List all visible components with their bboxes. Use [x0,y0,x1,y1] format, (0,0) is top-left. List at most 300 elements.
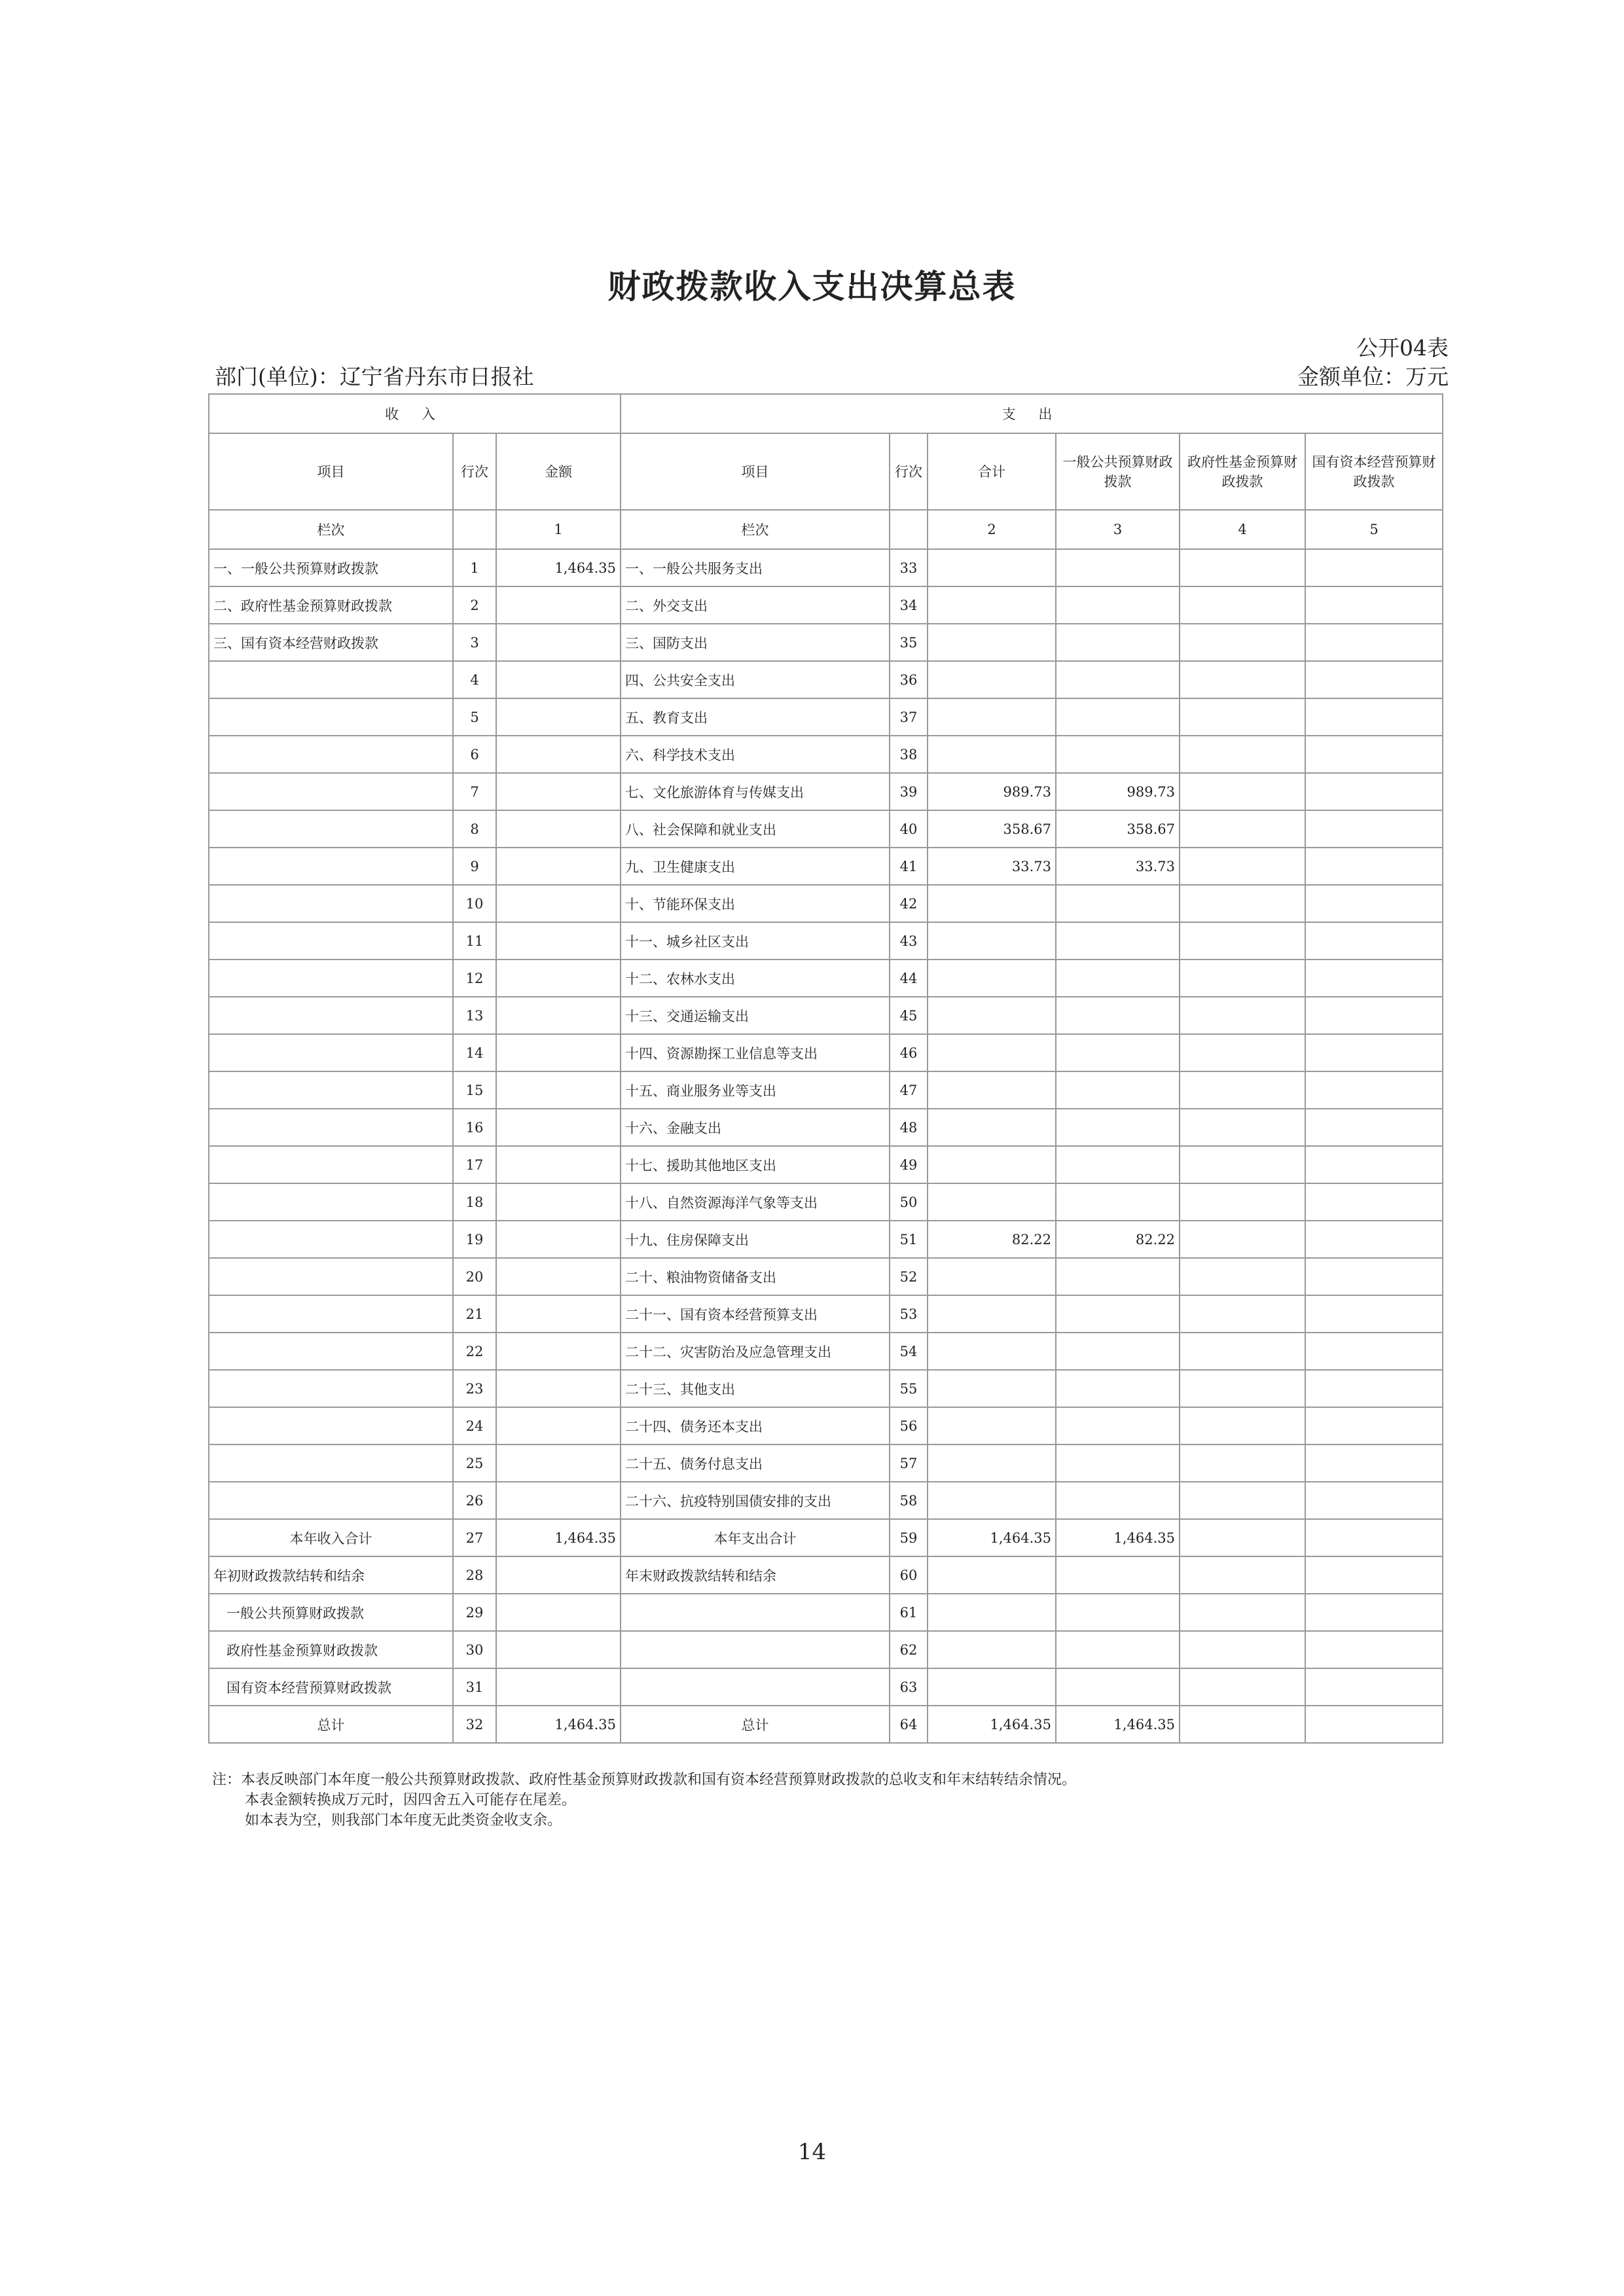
expense-rowno-cell: 42 [890,885,928,922]
gov-fund-cell [1180,1594,1305,1631]
state-capital-cell [1305,1146,1443,1183]
total-cell: 358.67 [928,810,1056,848]
expense-rowno-header: 行次 [890,433,928,510]
total-cell [928,1668,1056,1706]
income-amount-cell [496,661,621,698]
expense-rowno-cell: 60 [890,1556,928,1594]
expense-item-cell: 二十一、国有资本经营预算支出 [621,1295,890,1333]
page-number: 14 [797,2139,827,2165]
expense-rowno-cell: 33 [890,549,928,586]
expense-rowno-cell: 51 [890,1221,928,1258]
gov-fund-cell [1180,549,1305,586]
income-item-cell [209,773,453,810]
expense-item-cell: 年末财政拨款结转和结余 [621,1556,890,1594]
general-budget-cell [1056,661,1180,698]
income-rowno-cell: 28 [453,1556,496,1594]
gov-fund-cell [1180,1668,1305,1706]
income-item-cell [209,1295,453,1333]
expense-item-cell: 十三、交通运输支出 [621,997,890,1034]
budget-table [208,393,1443,1744]
general-budget-cell [1056,1370,1180,1407]
income-item-cell: 一般公共预算财政拨款 [209,1594,453,1631]
income-amount-cell [496,848,621,885]
income-rowno-cell: 4 [453,661,496,698]
state-capital-cell [1305,1370,1443,1407]
total-cell: 1,464.35 [928,1706,1056,1743]
state-capital-cell [1305,1295,1443,1333]
income-amount-cell [496,698,621,736]
total-cell [928,1594,1056,1631]
table-row [209,1668,1443,1706]
expense-item-cell: 二十四、债务还本支出 [621,1407,890,1444]
income-amount-cell [496,736,621,773]
income-amount-cell: 1,464.35 [496,1706,621,1743]
general-budget-cell: 1,464.35 [1056,1519,1180,1556]
general-budget-cell: 989.73 [1056,773,1180,810]
expense-item-cell: 总计 [621,1706,890,1743]
general-budget-cell [1056,1482,1180,1519]
total-cell [928,1407,1056,1444]
expense-item-header: 项目 [621,433,890,510]
total-cell [928,960,1056,997]
gov-fund-cell [1180,698,1305,736]
table-row [209,1109,1443,1146]
page-title: 财政拨款收入支出决算总表 [607,268,1017,306]
expense-item-cell: 五、教育支出 [621,698,890,736]
income-rowno-cell: 11 [453,922,496,960]
expense-rowno-cell: 64 [890,1706,928,1743]
expense-item-cell: 二十五、债务付息支出 [621,1444,890,1482]
total-cell [928,997,1056,1034]
expense-rowno-cell: 48 [890,1109,928,1146]
income-amount-cell [496,1295,621,1333]
general-budget-cell: 1,464.35 [1056,1706,1180,1743]
gov-fund-cell [1180,810,1305,848]
income-rowno-cell: 19 [453,1221,496,1258]
expense-rowno-cell: 40 [890,810,928,848]
income-item-cell: 二、政府性基金预算财政拨款 [209,586,453,624]
state-capital-cell [1305,624,1443,661]
gov-fund-cell [1180,1333,1305,1370]
table-row [209,1221,1443,1258]
table-row [209,1556,1443,1594]
income-rowno-cell: 3 [453,624,496,661]
income-item-header: 项目 [209,433,453,510]
income-amount-cell [496,1444,621,1482]
expense-rowno-cell: 52 [890,1258,928,1295]
income-rowno-header: 行次 [453,433,496,510]
total-cell [928,1071,1056,1109]
col-3: 3 [1056,510,1180,549]
income-col-rowno [453,510,496,549]
income-item-cell: 三、国有资本经营财政拨款 [209,624,453,661]
state-capital-cell [1305,1258,1443,1295]
expense-rowno-cell: 62 [890,1631,928,1668]
expense-item-cell: 二十、粮油物资储备支出 [621,1258,890,1295]
income-amount-cell [496,586,621,624]
expense-rowno-cell: 49 [890,1146,928,1183]
total-cell [928,549,1056,586]
gov-fund-cell [1180,960,1305,997]
income-col-label: 栏次 [209,510,453,549]
expense-item-cell [621,1668,890,1706]
expense-item-cell [621,1594,890,1631]
expense-item-cell: 六、科学技术支出 [621,736,890,773]
total-cell [928,1556,1056,1594]
income-rowno-cell: 31 [453,1668,496,1706]
general-budget-cell [1056,1631,1180,1668]
state-capital-cell [1305,1333,1443,1370]
expense-item-cell: 本年支出合计 [621,1519,890,1556]
income-item-cell [209,848,453,885]
total-cell [928,1295,1056,1333]
general-budget-cell [1056,549,1180,586]
general-budget-cell [1056,1407,1180,1444]
income-item-cell: 总计 [209,1706,453,1743]
income-amount-cell [496,1258,621,1295]
expense-rowno-cell: 54 [890,1333,928,1370]
total-cell: 33.73 [928,848,1056,885]
income-item-cell [209,1444,453,1482]
income-rowno-cell: 15 [453,1071,496,1109]
income-rowno-cell: 29 [453,1594,496,1631]
general-budget-cell [1056,1071,1180,1109]
table-row [209,960,1443,997]
table-row [209,1071,1443,1109]
income-header: 收 入 [209,394,621,433]
table-row [209,848,1443,885]
income-amount-cell [496,1594,621,1631]
general-budget-cell [1056,1258,1180,1295]
table-row [209,810,1443,848]
table-row [209,549,1443,586]
expense-rowno-cell: 37 [890,698,928,736]
income-item-cell [209,960,453,997]
state-capital-cell [1305,810,1443,848]
state-capital-cell [1305,586,1443,624]
gov-fund-cell [1180,1444,1305,1482]
income-rowno-cell: 1 [453,549,496,586]
income-amount-cell [496,1333,621,1370]
expense-rowno-cell: 55 [890,1370,928,1407]
income-amount-cell [496,1631,621,1668]
total-cell [928,624,1056,661]
income-item-cell [209,1109,453,1146]
gov-fund-cell [1180,848,1305,885]
income-amount-cell [496,1109,621,1146]
table-row [209,1482,1443,1519]
table-row [209,1594,1443,1631]
table-row [209,997,1443,1034]
expense-header: 支 出 [621,394,1443,433]
state-capital-cell [1305,1221,1443,1258]
income-amount-cell [496,1071,621,1109]
table-row [209,1519,1443,1556]
general-budget-cell: 358.67 [1056,810,1180,848]
income-rowno-cell: 32 [453,1706,496,1743]
table-row [209,1146,1443,1183]
table-row [209,922,1443,960]
general-budget-cell [1056,1295,1180,1333]
total-cell [928,1258,1056,1295]
table-row [209,1370,1443,1407]
gov-fund-cell [1180,1706,1305,1743]
income-item-cell [209,1183,453,1221]
table-row [209,736,1443,773]
expense-item-cell: 十七、援助其他地区支出 [621,1146,890,1183]
gov-fund-cell [1180,885,1305,922]
general-budget-cell [1056,1333,1180,1370]
state-capital-cell [1305,1631,1443,1668]
expense-rowno-cell: 41 [890,848,928,885]
general-budget-cell [1056,1668,1180,1706]
total-cell [928,586,1056,624]
income-amount-cell [496,1183,621,1221]
table-row [209,586,1443,624]
table-row [209,885,1443,922]
income-rowno-cell: 27 [453,1519,496,1556]
table-row [209,1258,1443,1295]
state-capital-cell [1305,698,1443,736]
expense-col-label: 栏次 [621,510,890,549]
state-capital-cell [1305,1407,1443,1444]
expense-item-cell: 十八、自然资源海洋气象等支出 [621,1183,890,1221]
gov-fund-cell [1180,661,1305,698]
income-amount-cell [496,1034,621,1071]
total-cell [928,736,1056,773]
total-cell [928,1034,1056,1071]
state-capital-header: 国有资本经营预算财政拨款 [1305,433,1443,510]
note-line: 本表金额转换成万元时，因四舍五入可能存在尾差。 [245,1792,577,1808]
general-budget-cell [1056,698,1180,736]
table-row [209,773,1443,810]
income-item-cell [209,661,453,698]
gov-fund-cell [1180,1631,1305,1668]
general-budget-cell [1056,1556,1180,1594]
income-rowno-cell: 16 [453,1109,496,1146]
expense-rowno-cell: 57 [890,1444,928,1482]
expense-item-cell: 二、外交支出 [621,586,890,624]
expense-item-cell: 八、社会保障和就业支出 [621,810,890,848]
form-number: 公开04表 [1356,335,1449,361]
income-amount-cell: 1,464.35 [496,549,621,586]
general-budget-cell [1056,736,1180,773]
total-cell [928,1146,1056,1183]
gov-fund-cell [1180,1556,1305,1594]
expense-item-cell [621,1631,890,1668]
income-rowno-cell: 8 [453,810,496,848]
income-amount-cell [496,1482,621,1519]
expense-rowno-cell: 53 [890,1295,928,1333]
general-budget-cell: 82.22 [1056,1221,1180,1258]
state-capital-cell [1305,736,1443,773]
total-cell [928,1631,1056,1668]
income-item-cell [209,736,453,773]
table-row [209,624,1443,661]
table-notes [212,1770,1076,1831]
income-item-cell [209,885,453,922]
general-budget-cell [1056,1109,1180,1146]
table-row [209,1631,1443,1668]
state-capital-cell [1305,1034,1443,1071]
expense-item-cell: 十五、商业服务业等支出 [621,1071,890,1109]
total-cell [928,1183,1056,1221]
state-capital-cell [1305,885,1443,922]
state-capital-cell [1305,1668,1443,1706]
gov-fund-cell [1180,586,1305,624]
table-row [209,698,1443,736]
general-budget-cell [1056,1146,1180,1183]
expense-item-cell: 二十二、灾害防治及应急管理支出 [621,1333,890,1370]
income-rowno-cell: 10 [453,885,496,922]
income-item-cell [209,1482,453,1519]
general-budget-cell [1056,586,1180,624]
expense-item-cell: 十六、金融支出 [621,1109,890,1146]
total-cell: 1,464.35 [928,1519,1056,1556]
income-rowno-cell: 17 [453,1146,496,1183]
total-cell: 82.22 [928,1221,1056,1258]
expense-item-cell: 二十六、抗疫特别国债安排的支出 [621,1482,890,1519]
expense-rowno-cell: 39 [890,773,928,810]
income-rowno-cell: 14 [453,1034,496,1071]
general-budget-header: 一般公共预算财政拨款 [1056,433,1180,510]
state-capital-cell [1305,997,1443,1034]
total-cell [928,1109,1056,1146]
income-item-cell [209,698,453,736]
note-line: 如本表为空，则我部门本年度无此类资金收支余。 [245,1812,562,1829]
state-capital-cell [1305,1706,1443,1743]
expense-rowno-cell: 36 [890,661,928,698]
income-rowno-cell: 9 [453,848,496,885]
table-row [209,1333,1443,1370]
expense-rowno-cell: 43 [890,922,928,960]
income-item-cell: 国有资本经营预算财政拨款 [209,1668,453,1706]
state-capital-cell [1305,1482,1443,1519]
general-budget-cell: 33.73 [1056,848,1180,885]
col-2: 2 [928,510,1056,549]
total-cell [928,1482,1056,1519]
gov-fund-cell [1180,624,1305,661]
total-cell [928,922,1056,960]
income-rowno-cell: 18 [453,1183,496,1221]
income-rowno-cell: 24 [453,1407,496,1444]
total-header: 合计 [928,433,1056,510]
income-item-cell: 本年收入合计 [209,1519,453,1556]
income-rowno-cell: 21 [453,1295,496,1333]
general-budget-cell [1056,960,1180,997]
income-item-cell [209,810,453,848]
gov-fund-cell [1180,1370,1305,1407]
total-cell [928,1444,1056,1482]
state-capital-cell [1305,1556,1443,1594]
income-item-cell: 政府性基金预算财政拨款 [209,1631,453,1668]
gov-fund-cell [1180,1258,1305,1295]
expense-item-cell: 一、一般公共服务支出 [621,549,890,586]
income-item-cell [209,1146,453,1183]
general-budget-cell [1056,1034,1180,1071]
gov-fund-cell [1180,1221,1305,1258]
table-row [209,1706,1443,1743]
total-cell: 989.73 [928,773,1056,810]
state-capital-cell [1305,1444,1443,1482]
table-row [209,661,1443,698]
expense-rowno-cell: 50 [890,1183,928,1221]
income-item-cell: 年初财政拨款结转和结余 [209,1556,453,1594]
income-amount-header: 金额 [496,433,621,510]
income-rowno-cell: 30 [453,1631,496,1668]
expense-rowno-cell: 38 [890,736,928,773]
expense-item-cell: 二十三、其他支出 [621,1370,890,1407]
gov-fund-cell [1180,1482,1305,1519]
gov-fund-cell [1180,1519,1305,1556]
expense-col-rowno [890,510,928,549]
expense-item-cell: 十、节能环保支出 [621,885,890,922]
expense-item-cell: 七、文化旅游体育与传媒支出 [621,773,890,810]
gov-fund-header: 政府性基金预算财政拨款 [1180,433,1305,510]
expense-item-cell: 十二、农林水支出 [621,960,890,997]
income-amount-cell [496,773,621,810]
gov-fund-cell [1180,736,1305,773]
income-item-cell [209,1258,453,1295]
income-rowno-cell: 7 [453,773,496,810]
state-capital-cell [1305,1183,1443,1221]
expense-rowno-cell: 58 [890,1482,928,1519]
income-amount-cell [496,810,621,848]
income-rowno-cell: 5 [453,698,496,736]
state-capital-cell [1305,922,1443,960]
income-rowno-cell: 22 [453,1333,496,1370]
income-amount-cell: 1,464.35 [496,1519,621,1556]
expense-rowno-cell: 47 [890,1071,928,1109]
total-cell [928,1370,1056,1407]
general-budget-cell [1056,885,1180,922]
table-row [209,1034,1443,1071]
income-item-cell: 一、一般公共预算财政拨款 [209,549,453,586]
col-4: 4 [1180,510,1305,549]
gov-fund-cell [1180,1183,1305,1221]
state-capital-cell [1305,1519,1443,1556]
gov-fund-cell [1180,773,1305,810]
income-amount-cell [496,624,621,661]
col-5: 5 [1305,510,1443,549]
expense-item-cell: 九、卫生健康支出 [621,848,890,885]
state-capital-cell [1305,773,1443,810]
general-budget-cell [1056,624,1180,661]
income-rowno-cell: 23 [453,1370,496,1407]
income-amount-cell [496,1668,621,1706]
table-row [209,1295,1443,1333]
income-amount-cell [496,1407,621,1444]
gov-fund-cell [1180,1407,1305,1444]
expense-rowno-cell: 34 [890,586,928,624]
expense-rowno-cell: 45 [890,997,928,1034]
income-amount-cell [496,997,621,1034]
table-row [209,1407,1443,1444]
total-cell [928,1333,1056,1370]
income-rowno-cell: 12 [453,960,496,997]
amount-unit: 金额单位：万元 [1297,364,1449,389]
expense-rowno-cell: 63 [890,1668,928,1706]
state-capital-cell [1305,960,1443,997]
income-col-1: 1 [496,510,621,549]
state-capital-cell [1305,1071,1443,1109]
state-capital-cell [1305,1594,1443,1631]
state-capital-cell [1305,848,1443,885]
total-cell [928,885,1056,922]
general-budget-cell [1056,1594,1180,1631]
income-amount-cell [496,960,621,997]
gov-fund-cell [1180,1071,1305,1109]
